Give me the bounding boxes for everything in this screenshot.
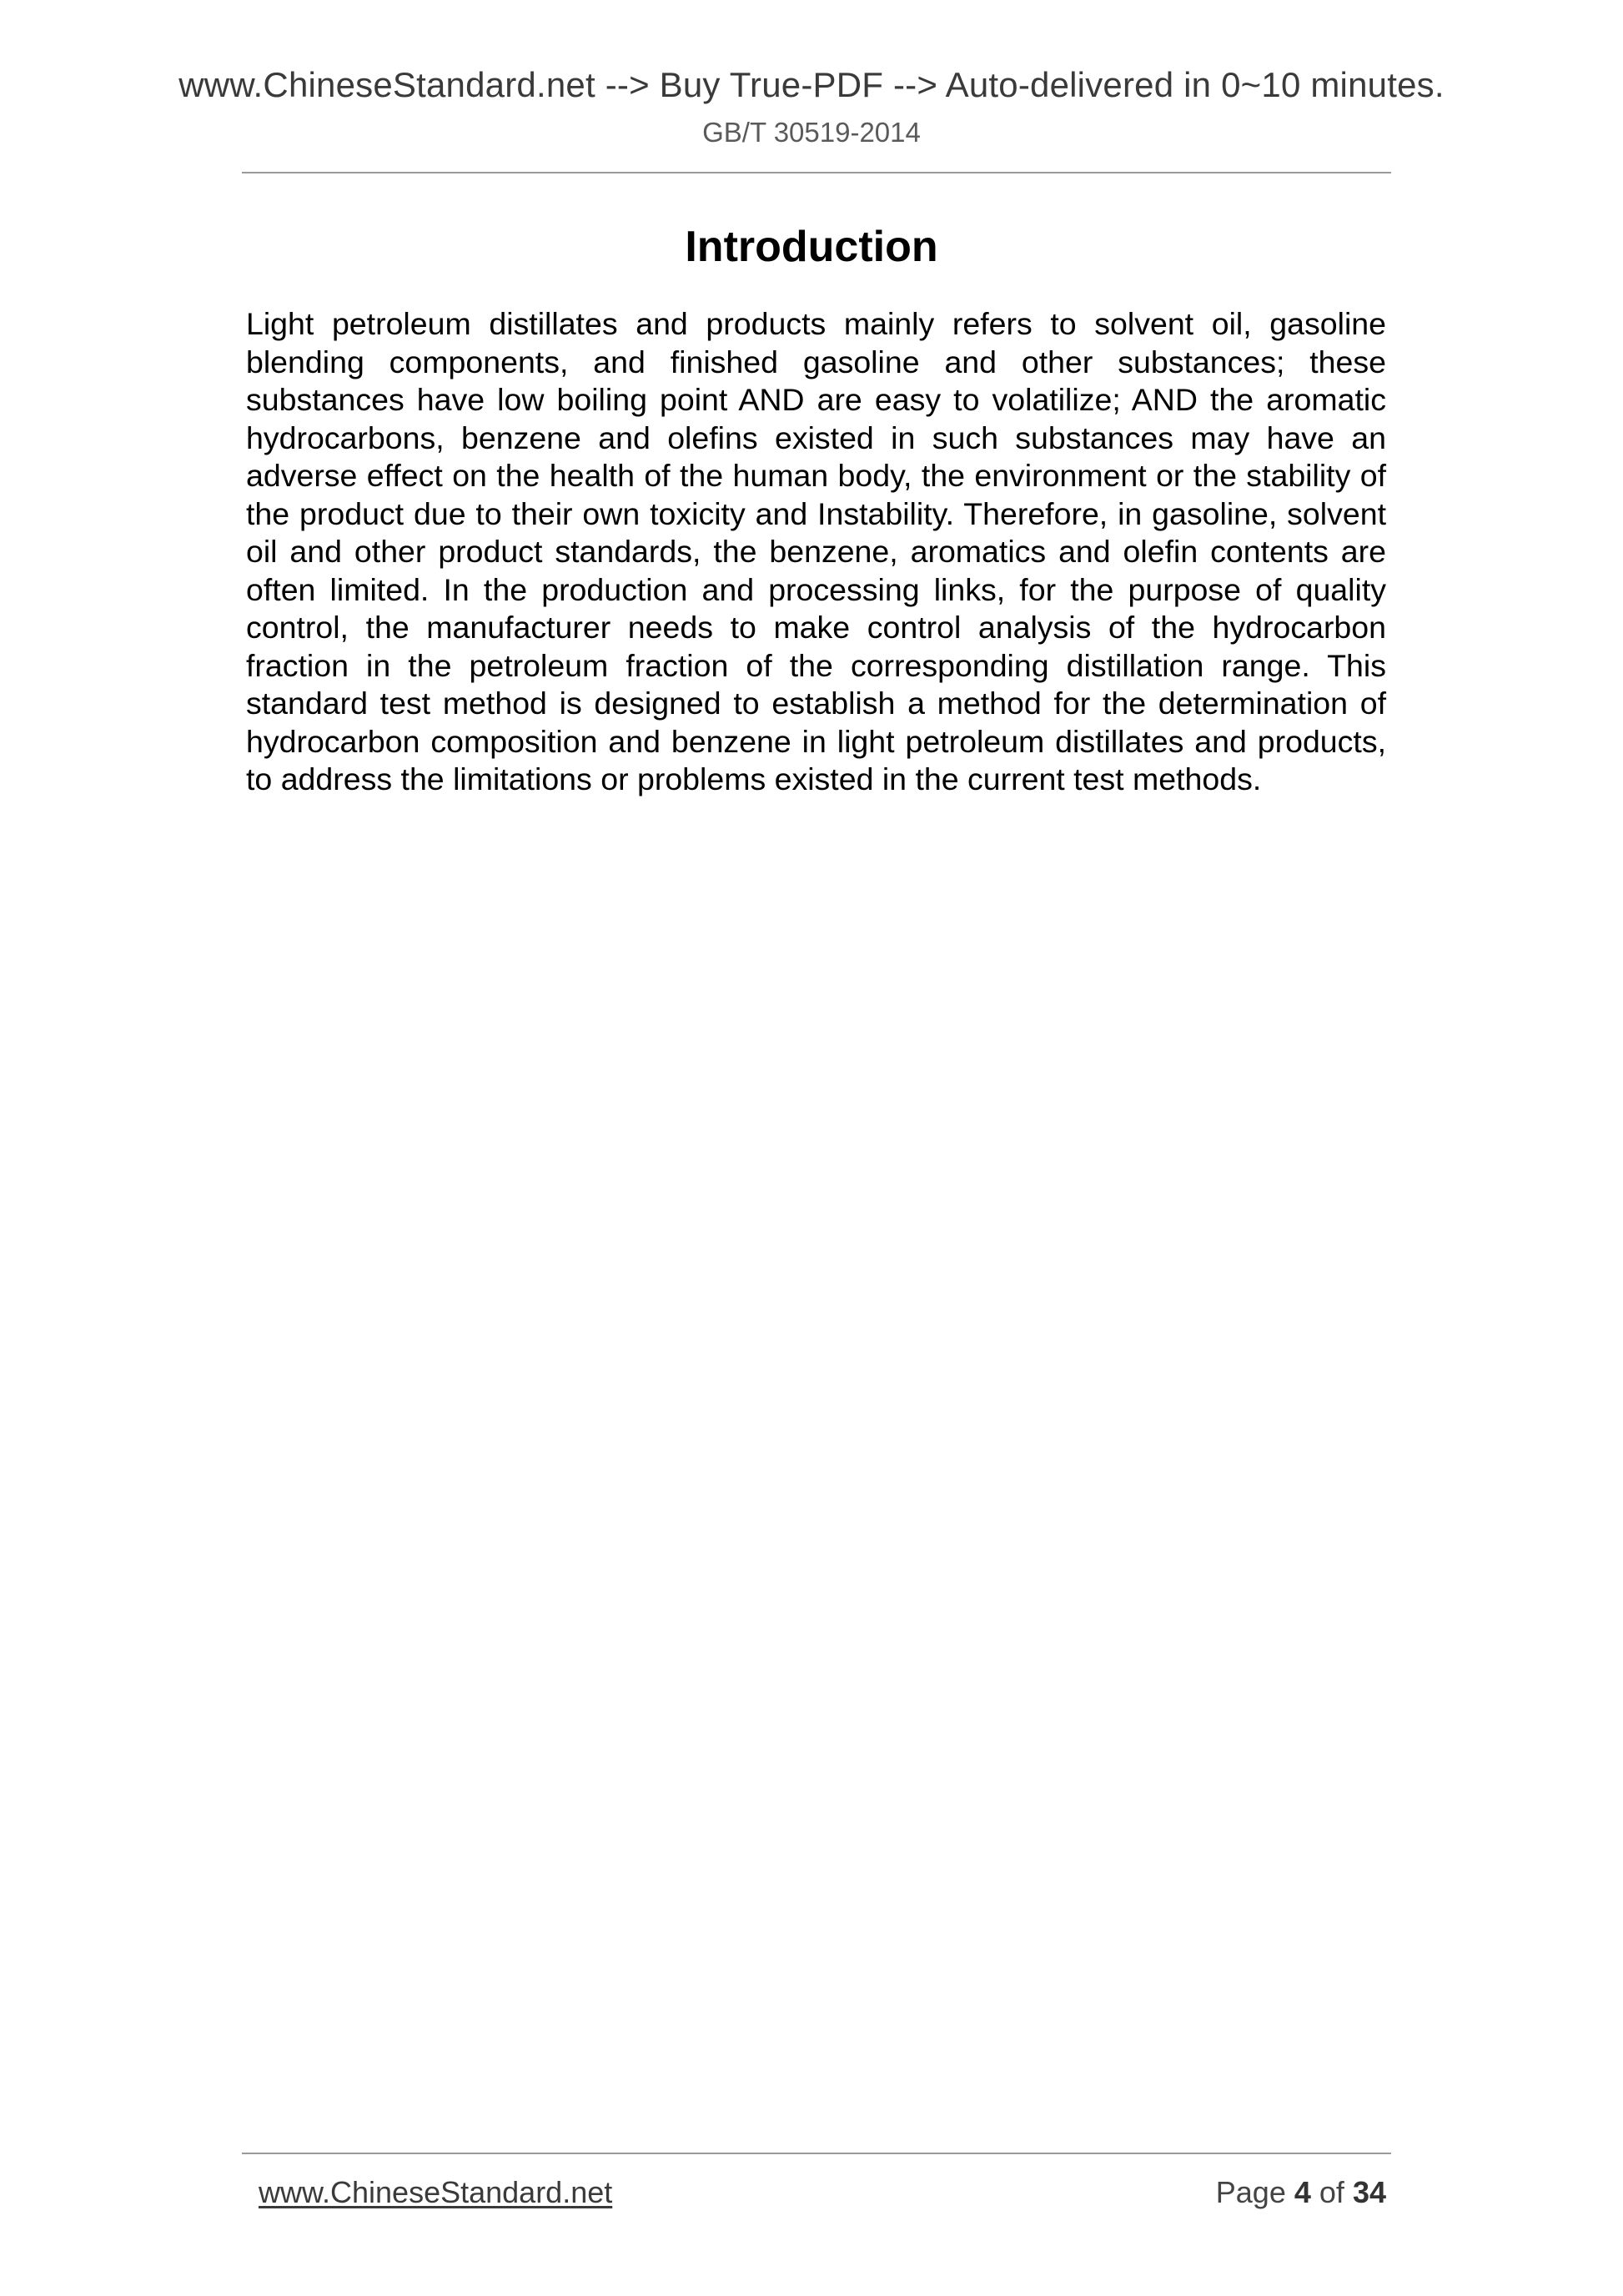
footer-divider (242, 2153, 1391, 2154)
header-divider (242, 172, 1391, 173)
page-number (1216, 2175, 1386, 2210)
standard-code: GB/T 30519-2014 (702, 117, 921, 148)
top-banner: www.ChineseStandard.net --> Buy True-PDF --> Auto-delivered in 0~10 minutes. (178, 65, 1445, 104)
page-total: 34 (1352, 2175, 1386, 2209)
footer-website-link[interactable]: www.ChineseStandard.net (259, 2175, 613, 2209)
page-of: of (1319, 2175, 1344, 2209)
introduction-paragraph: Light petroleum distillates and products mainly refers to solvent oil, gasoline blending components, and finished gasoline and other substances; these substances have low boiling point AND are easy to volatilize; AND the aromatic hydrocarbons, benzene and olefins existed in such substances may have an adverse effect on the health of the human body, the environment or the stability of the product due to their own toxicity and Instability. Therefore, in gasoline, solvent oil and other product standards, the benzene, aromatics and olefin contents are often limited. In the production and processing links, for the purpose of quality control, the manufacturer needs to make control analysis of the hydrocarbon fraction in the petroleum fraction of the corresponding distillation range. This standard test method is designed to establish a method for the determination of hydrocarbon composition and benzene in light petroleum distillates and products, to address the limitations or problems existed in the current test methods. (246, 306, 1386, 796)
page-prefix: Page (1215, 2175, 1286, 2209)
section-title: Introduction (685, 223, 938, 271)
page-current: 4 (1294, 2175, 1311, 2209)
